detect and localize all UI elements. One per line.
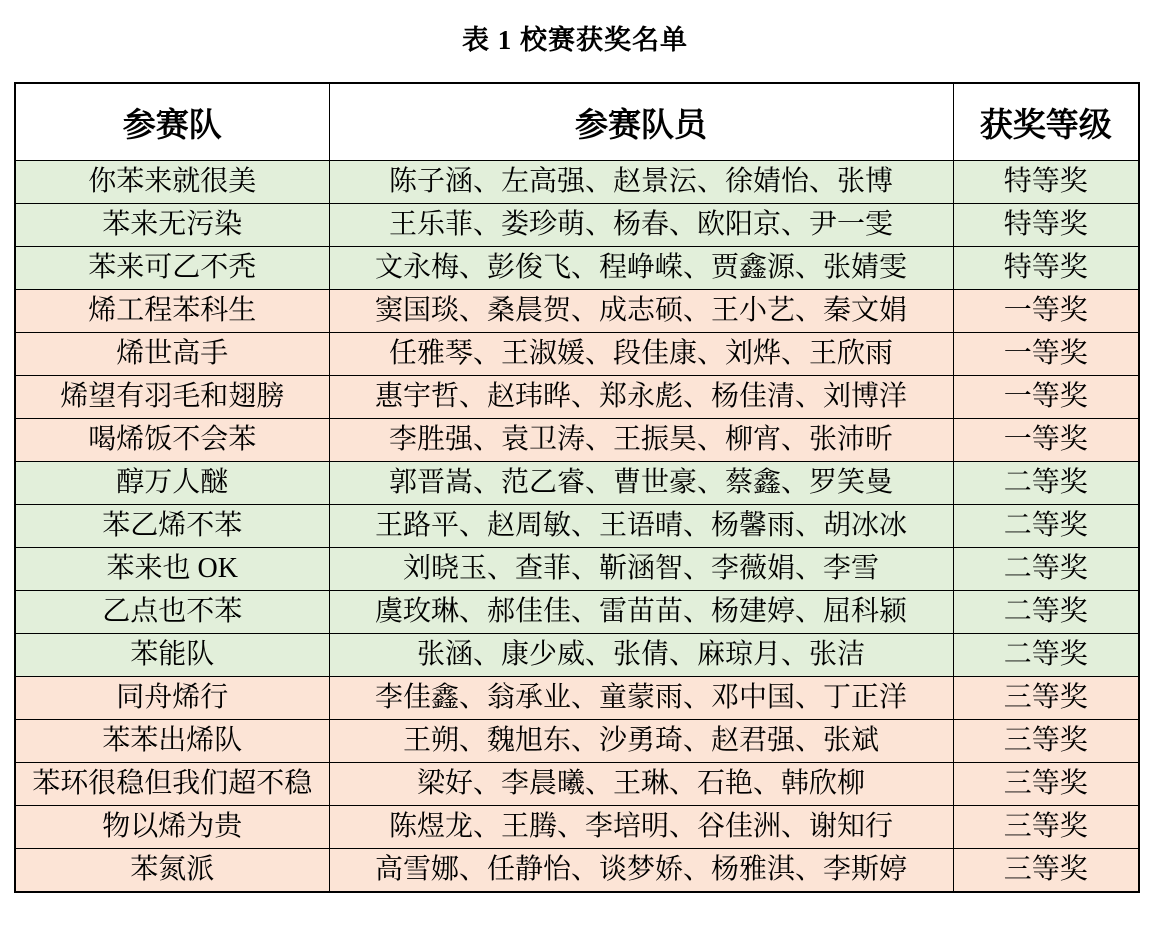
team-cell: 苯氮派 [15,849,329,893]
table-row [15,677,1139,720]
members-cell: 王朔、魏旭东、沙勇琦、赵君强、张斌 [329,720,953,763]
team-cell: 物以烯为贵 [15,806,329,849]
members-cell: 惠宇哲、赵玮晔、郑永彪、杨佳清、刘博洋 [329,376,953,419]
award-cell: 特等奖 [953,247,1139,290]
award-cell: 一等奖 [953,419,1139,462]
members-cell: 陈子涵、左高强、赵景沄、徐婧怡、张博 [329,161,953,204]
team-cell: 苯乙烯不苯 [15,505,329,548]
team-cell: 苯能队 [15,634,329,677]
award-table [14,82,1140,893]
members-cell: 李胜强、袁卫涛、王振昊、柳宵、张沛昕 [329,419,953,462]
award-cell: 三等奖 [953,849,1139,893]
team-cell: 同舟烯行 [15,677,329,720]
team-cell: 你苯来就很美 [15,161,329,204]
members-cell: 虞玫琳、郝佳佳、雷苗苗、杨建婷、屈科颍 [329,591,953,634]
award-cell: 一等奖 [953,376,1139,419]
team-cell: 苯苯出烯队 [15,720,329,763]
team-cell: 苯环很稳但我们超不稳 [15,763,329,806]
members-cell: 高雪娜、任静怡、谈梦娇、杨雅淇、李斯婷 [329,849,953,893]
award-cell: 三等奖 [953,806,1139,849]
table-row [15,849,1139,893]
team-cell: 烯工程苯科生 [15,290,329,333]
header-team: 参赛队 [15,83,329,161]
award-cell: 三等奖 [953,763,1139,806]
members-cell: 梁好、李晨曦、王琳、石艳、韩欣柳 [329,763,953,806]
table-row [15,634,1139,677]
members-cell: 王路平、赵周敏、王语晴、杨馨雨、胡冰冰 [329,505,953,548]
team-cell: 苯来也 OK [15,548,329,591]
members-cell: 李佳鑫、翁承业、童蒙雨、邓中国、丁正洋 [329,677,953,720]
award-cell: 二等奖 [953,505,1139,548]
award-cell: 二等奖 [953,634,1139,677]
award-cell: 一等奖 [953,290,1139,333]
members-cell: 陈煜龙、王腾、李培明、谷佳洲、谢知行 [329,806,953,849]
table-row [15,290,1139,333]
header-row [15,83,1139,161]
table-row [15,247,1139,290]
table-row [15,376,1139,419]
members-cell: 张涵、康少威、张倩、麻琼月、张洁 [329,634,953,677]
table-row [15,763,1139,806]
table-row [15,548,1139,591]
team-cell: 乙点也不苯 [15,591,329,634]
table-row [15,333,1139,376]
team-cell: 喝烯饭不会苯 [15,419,329,462]
team-cell: 苯来无污染 [15,204,329,247]
members-cell: 任雅琴、王淑媛、段佳康、刘烨、王欣雨 [329,333,953,376]
award-cell: 一等奖 [953,333,1139,376]
table-row [15,591,1139,634]
members-cell: 文永梅、彭俊飞、程峥嵘、贾鑫源、张婧雯 [329,247,953,290]
team-cell: 醇万人醚 [15,462,329,505]
table-caption: 表 1 校赛获奖名单 [462,25,688,55]
table-body [15,161,1139,893]
members-cell: 窦国琰、桑晨贺、成志硕、王小艺、秦文娟 [329,290,953,333]
award-cell: 二等奖 [953,591,1139,634]
award-cell: 三等奖 [953,677,1139,720]
team-cell: 苯来可乙不秃 [15,247,329,290]
team-cell: 烯望有羽毛和翅膀 [15,376,329,419]
team-cell: 烯世高手 [15,333,329,376]
award-cell: 特等奖 [953,204,1139,247]
members-cell: 王乐菲、娄珍萌、杨春、欧阳京、尹一雯 [329,204,953,247]
header-members: 参赛队员 [329,83,953,161]
table-row [15,505,1139,548]
header-award: 获奖等级 [953,83,1139,161]
award-cell: 二等奖 [953,548,1139,591]
table-row [15,161,1139,204]
table-row [15,419,1139,462]
members-cell: 刘晓玉、查菲、靳涵智、李薇娟、李雪 [329,548,953,591]
table-row [15,462,1139,505]
table-row [15,204,1139,247]
award-cell: 特等奖 [953,161,1139,204]
table-row [15,806,1139,849]
members-cell: 郭晋嵩、范乙睿、曹世豪、蔡鑫、罗笑曼 [329,462,953,505]
table-row [15,720,1139,763]
award-cell: 二等奖 [953,462,1139,505]
award-cell: 三等奖 [953,720,1139,763]
